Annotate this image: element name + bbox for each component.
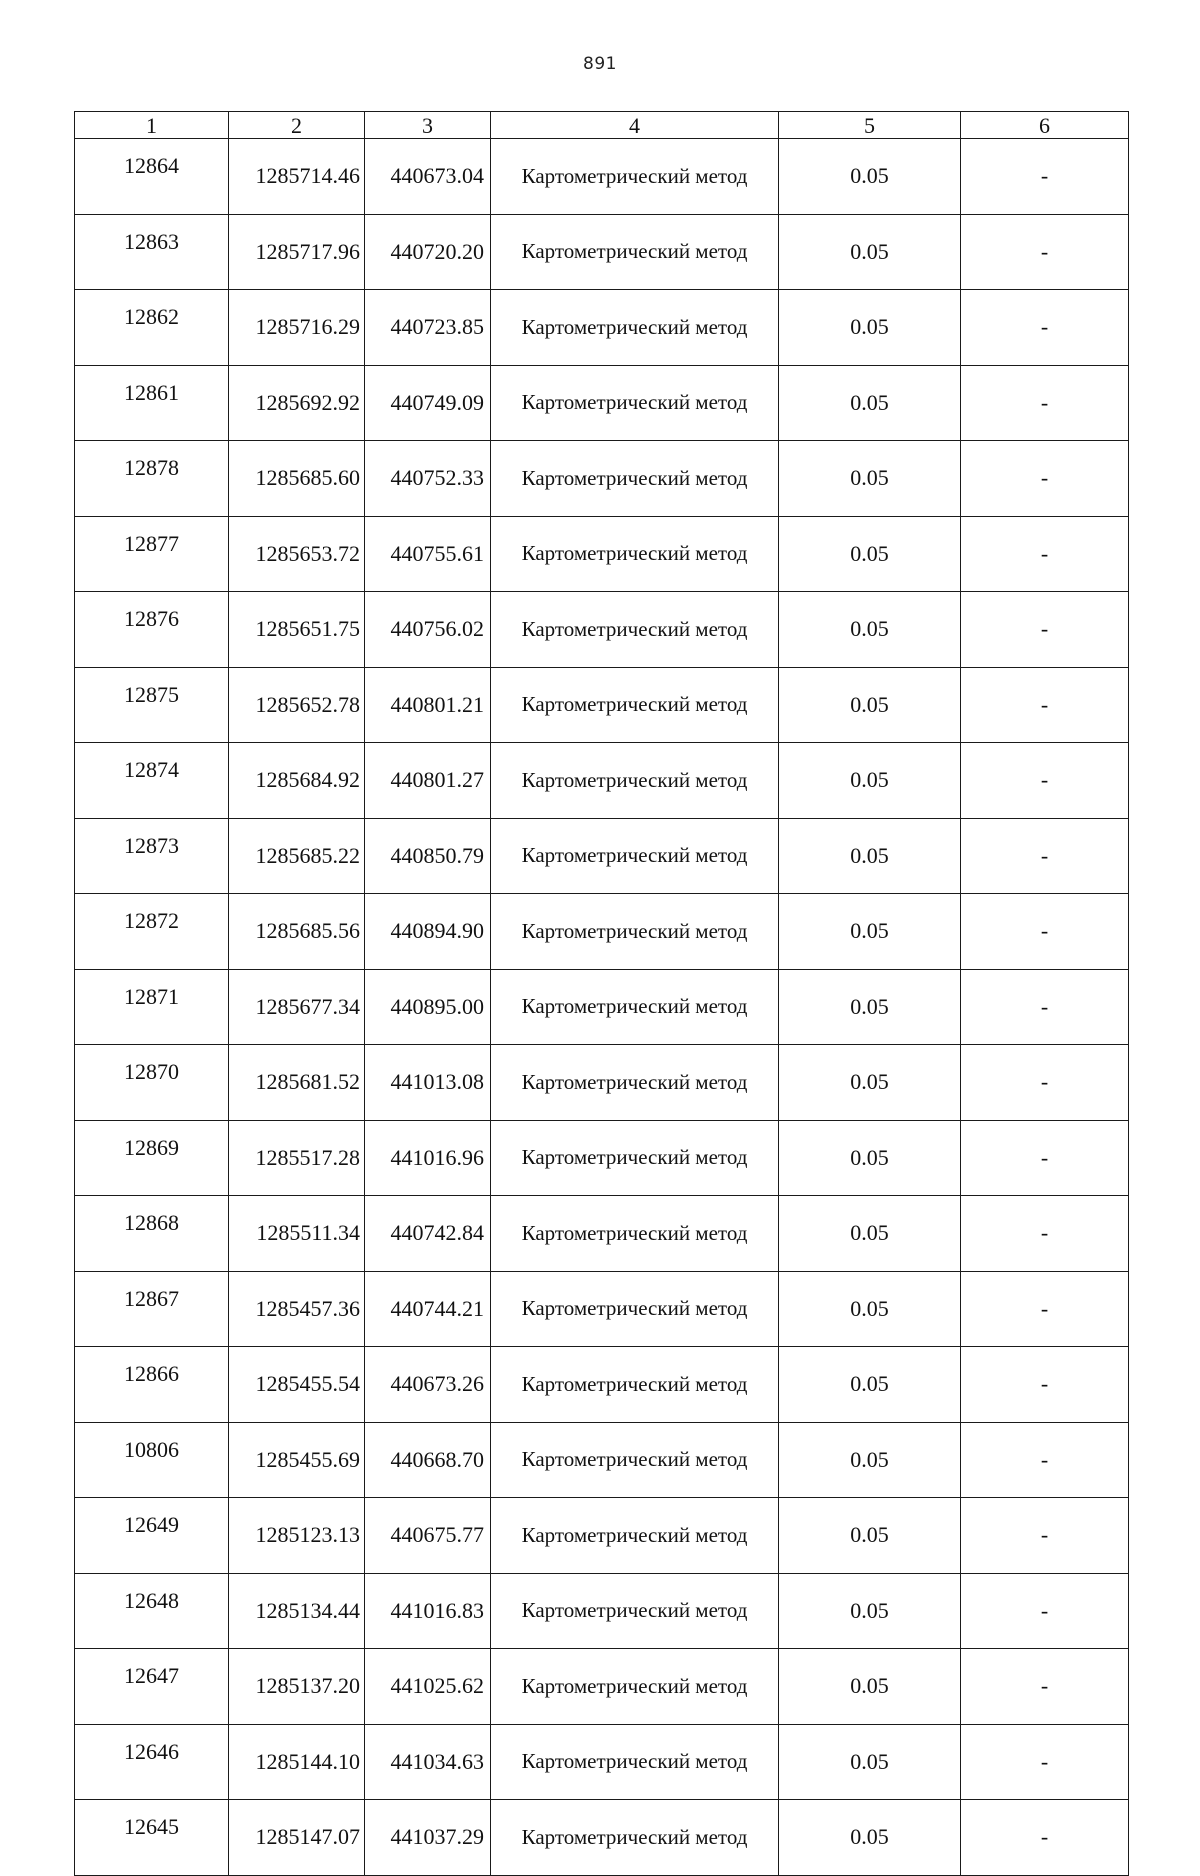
y-coordinate-cell: 440668.70: [365, 1422, 491, 1498]
x-coordinate-cell: 1285651.75: [229, 592, 365, 668]
note-cell: -: [961, 290, 1129, 366]
accuracy-cell: 0.05: [779, 516, 961, 592]
x-coordinate-cell: 1285692.92: [229, 365, 365, 441]
y-coordinate-cell: 440749.09: [365, 365, 491, 441]
y-coordinate-cell: 440801.27: [365, 743, 491, 819]
column-header: 2: [229, 112, 365, 139]
point-number-cell: 12871: [75, 969, 229, 1045]
point-number-cell: 12647: [75, 1649, 229, 1725]
table-row: [75, 667, 1129, 743]
method-cell: Картометрический метод: [491, 818, 779, 894]
note-cell: -: [961, 1573, 1129, 1649]
point-number-cell: 12872: [75, 894, 229, 970]
point-number-cell: 12877: [75, 516, 229, 592]
method-cell: Картометрический метод: [491, 1573, 779, 1649]
column-header: 1: [75, 112, 229, 139]
x-coordinate-cell: 1285137.20: [229, 1649, 365, 1725]
method-cell: Картометрический метод: [491, 1120, 779, 1196]
table-row: [75, 1045, 1129, 1121]
column-header: 3: [365, 112, 491, 139]
accuracy-cell: 0.05: [779, 290, 961, 366]
method-cell: Картометрический метод: [491, 1271, 779, 1347]
note-cell: -: [961, 516, 1129, 592]
note-cell: -: [961, 1422, 1129, 1498]
note-cell: -: [961, 1271, 1129, 1347]
accuracy-cell: 0.05: [779, 969, 961, 1045]
y-coordinate-cell: 441013.08: [365, 1045, 491, 1121]
y-coordinate-cell: 440742.84: [365, 1196, 491, 1272]
column-header: 5: [779, 112, 961, 139]
method-cell: Картометрический метод: [491, 1498, 779, 1574]
x-coordinate-cell: 1285123.13: [229, 1498, 365, 1574]
y-coordinate-cell: 440756.02: [365, 592, 491, 668]
accuracy-cell: 0.05: [779, 1045, 961, 1121]
point-number-cell: 12874: [75, 743, 229, 819]
note-cell: -: [961, 818, 1129, 894]
note-cell: -: [961, 592, 1129, 668]
accuracy-cell: 0.05: [779, 667, 961, 743]
point-number-cell: 12646: [75, 1724, 229, 1800]
note-cell: -: [961, 894, 1129, 970]
method-cell: Картометрический метод: [491, 592, 779, 668]
point-number-cell: 12873: [75, 818, 229, 894]
point-number-cell: 12861: [75, 365, 229, 441]
y-coordinate-cell: 440744.21: [365, 1271, 491, 1347]
x-coordinate-cell: 1285684.92: [229, 743, 365, 819]
y-coordinate-cell: 440894.90: [365, 894, 491, 970]
accuracy-cell: 0.05: [779, 894, 961, 970]
point-number-cell: 12649: [75, 1498, 229, 1574]
point-number-cell: 12862: [75, 290, 229, 366]
accuracy-cell: 0.05: [779, 592, 961, 668]
table-row: [75, 1573, 1129, 1649]
x-coordinate-cell: 1285685.22: [229, 818, 365, 894]
table-row: [75, 1649, 1129, 1725]
accuracy-cell: 0.05: [779, 1196, 961, 1272]
table-row: [75, 290, 1129, 366]
x-coordinate-cell: 1285685.60: [229, 441, 365, 517]
table-row: [75, 1422, 1129, 1498]
y-coordinate-cell: 440720.20: [365, 214, 491, 290]
x-coordinate-cell: 1285681.52: [229, 1045, 365, 1121]
point-number-cell: 12875: [75, 667, 229, 743]
x-coordinate-cell: 1285511.34: [229, 1196, 365, 1272]
accuracy-cell: 0.05: [779, 818, 961, 894]
y-coordinate-cell: 441016.83: [365, 1573, 491, 1649]
point-number-cell: 12648: [75, 1573, 229, 1649]
method-cell: Картометрический метод: [491, 1045, 779, 1121]
note-cell: -: [961, 743, 1129, 819]
x-coordinate-cell: 1285652.78: [229, 667, 365, 743]
table-row: [75, 818, 1129, 894]
point-number-cell: 12863: [75, 214, 229, 290]
note-cell: -: [961, 1045, 1129, 1121]
table-row: [75, 1724, 1129, 1800]
note-cell: -: [961, 1347, 1129, 1423]
table-row: [75, 441, 1129, 517]
y-coordinate-cell: 441025.62: [365, 1649, 491, 1725]
x-coordinate-cell: 1285517.28: [229, 1120, 365, 1196]
method-cell: Картометрический метод: [491, 1422, 779, 1498]
coordinates-table: [74, 111, 1129, 1876]
method-cell: Картометрический метод: [491, 894, 779, 970]
y-coordinate-cell: 440801.21: [365, 667, 491, 743]
table-row: [75, 1347, 1129, 1423]
accuracy-cell: 0.05: [779, 1120, 961, 1196]
point-number-cell: 10806: [75, 1422, 229, 1498]
table-row: [75, 1120, 1129, 1196]
table-row: [75, 1498, 1129, 1574]
table-row: [75, 1800, 1129, 1876]
x-coordinate-cell: 1285455.69: [229, 1422, 365, 1498]
x-coordinate-cell: 1285134.44: [229, 1573, 365, 1649]
accuracy-cell: 0.05: [779, 1347, 961, 1423]
x-coordinate-cell: 1285717.96: [229, 214, 365, 290]
method-cell: Картометрический метод: [491, 1800, 779, 1876]
table-row: [75, 139, 1129, 215]
table-row: [75, 894, 1129, 970]
note-cell: -: [961, 1649, 1129, 1725]
point-number-cell: 12869: [75, 1120, 229, 1196]
x-coordinate-cell: 1285653.72: [229, 516, 365, 592]
y-coordinate-cell: 440673.04: [365, 139, 491, 215]
method-cell: Картометрический метод: [491, 969, 779, 1045]
table-row: [75, 743, 1129, 819]
y-coordinate-cell: 440755.61: [365, 516, 491, 592]
accuracy-cell: 0.05: [779, 214, 961, 290]
accuracy-cell: 0.05: [779, 139, 961, 215]
note-cell: -: [961, 1800, 1129, 1876]
x-coordinate-cell: 1285144.10: [229, 1724, 365, 1800]
x-coordinate-cell: 1285455.54: [229, 1347, 365, 1423]
note-cell: -: [961, 1120, 1129, 1196]
y-coordinate-cell: 441034.63: [365, 1724, 491, 1800]
y-coordinate-cell: 441037.29: [365, 1800, 491, 1876]
y-coordinate-cell: 440673.26: [365, 1347, 491, 1423]
accuracy-cell: 0.05: [779, 1498, 961, 1574]
note-cell: -: [961, 969, 1129, 1045]
x-coordinate-cell: 1285677.34: [229, 969, 365, 1045]
y-coordinate-cell: 440850.79: [365, 818, 491, 894]
method-cell: Картометрический метод: [491, 365, 779, 441]
point-number-cell: 12876: [75, 592, 229, 668]
point-number-cell: 12867: [75, 1271, 229, 1347]
point-number-cell: 12864: [75, 139, 229, 215]
method-cell: Картометрический метод: [491, 441, 779, 517]
accuracy-cell: 0.05: [779, 743, 961, 819]
note-cell: -: [961, 1498, 1129, 1574]
note-cell: -: [961, 1196, 1129, 1272]
accuracy-cell: 0.05: [779, 1800, 961, 1876]
point-number-cell: 12878: [75, 441, 229, 517]
y-coordinate-cell: 441016.96: [365, 1120, 491, 1196]
point-number-cell: 12868: [75, 1196, 229, 1272]
accuracy-cell: 0.05: [779, 365, 961, 441]
note-cell: -: [961, 1724, 1129, 1800]
table-row: [75, 1271, 1129, 1347]
accuracy-cell: 0.05: [779, 1271, 961, 1347]
method-cell: Картометрический метод: [491, 290, 779, 366]
accuracy-cell: 0.05: [779, 1649, 961, 1725]
note-cell: -: [961, 214, 1129, 290]
y-coordinate-cell: 440675.77: [365, 1498, 491, 1574]
x-coordinate-cell: 1285716.29: [229, 290, 365, 366]
x-coordinate-cell: 1285457.36: [229, 1271, 365, 1347]
accuracy-cell: 0.05: [779, 1422, 961, 1498]
point-number-cell: 12870: [75, 1045, 229, 1121]
method-cell: Картометрический метод: [491, 1347, 779, 1423]
column-header: 6: [961, 112, 1129, 139]
method-cell: Картометрический метод: [491, 743, 779, 819]
y-coordinate-cell: 440895.00: [365, 969, 491, 1045]
note-cell: -: [961, 139, 1129, 215]
x-coordinate-cell: 1285685.56: [229, 894, 365, 970]
method-cell: Картометрический метод: [491, 1724, 779, 1800]
method-cell: Картометрический метод: [491, 139, 779, 215]
accuracy-cell: 0.05: [779, 1724, 961, 1800]
note-cell: -: [961, 365, 1129, 441]
x-coordinate-cell: 1285147.07: [229, 1800, 365, 1876]
table-row: [75, 969, 1129, 1045]
point-number-cell: 12866: [75, 1347, 229, 1423]
method-cell: Картометрический метод: [491, 1649, 779, 1725]
table-header-row: [75, 112, 1129, 139]
method-cell: Картометрический метод: [491, 1196, 779, 1272]
point-number-cell: 12645: [75, 1800, 229, 1876]
note-cell: -: [961, 441, 1129, 517]
accuracy-cell: 0.05: [779, 441, 961, 517]
table-row: [75, 592, 1129, 668]
table-row: [75, 214, 1129, 290]
accuracy-cell: 0.05: [779, 1573, 961, 1649]
table-row: [75, 1196, 1129, 1272]
column-header: 4: [491, 112, 779, 139]
method-cell: Картометрический метод: [491, 214, 779, 290]
note-cell: -: [961, 667, 1129, 743]
table-row: [75, 365, 1129, 441]
method-cell: Картометрический метод: [491, 516, 779, 592]
page-number: 891: [583, 54, 617, 74]
method-cell: Картометрический метод: [491, 667, 779, 743]
y-coordinate-cell: 440723.85: [365, 290, 491, 366]
y-coordinate-cell: 440752.33: [365, 441, 491, 517]
table-row: [75, 516, 1129, 592]
x-coordinate-cell: 1285714.46: [229, 139, 365, 215]
